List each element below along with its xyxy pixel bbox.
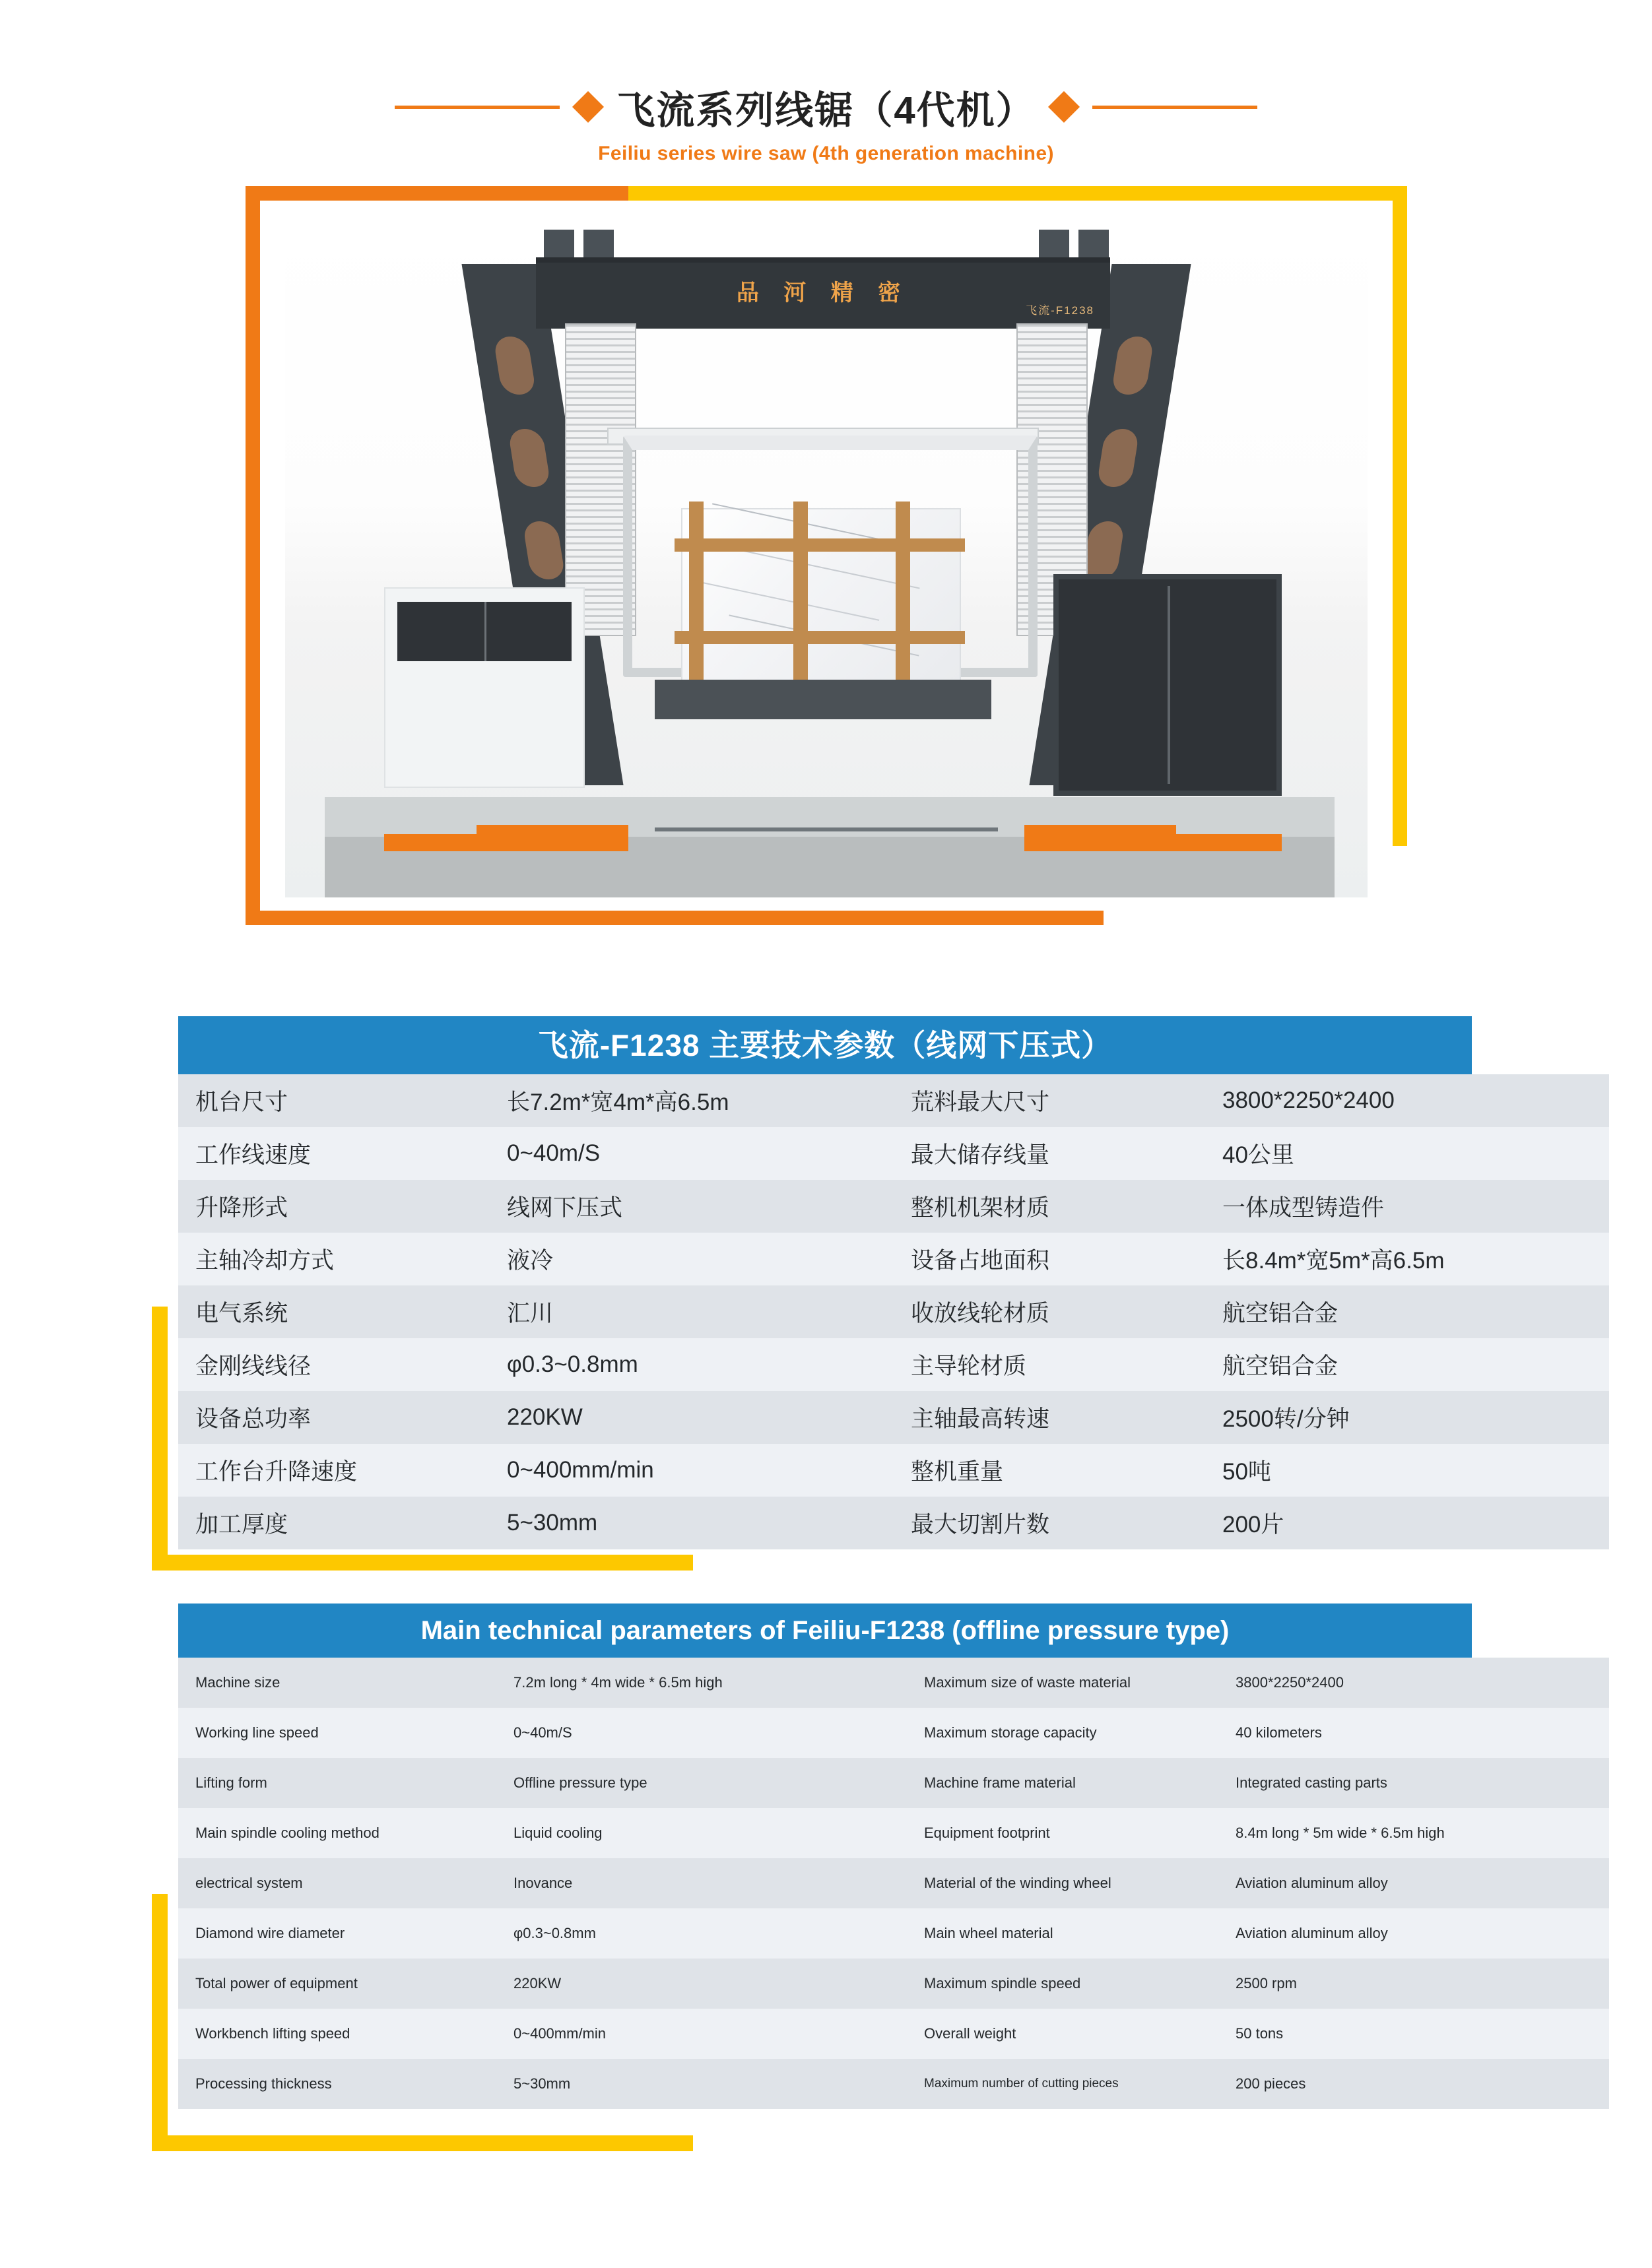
page-title-block	[0, 79, 1652, 165]
param-value: 线网下压式	[490, 1180, 894, 1233]
param-label: Maximum storage capacity	[907, 1708, 1218, 1758]
table-row	[178, 1959, 1609, 2009]
param-value: 3800*2250*2400	[1218, 1658, 1609, 1708]
parameters-table-cn	[178, 1074, 1609, 1549]
param-label: 设备占地面积	[894, 1233, 1205, 1285]
wood-batten	[689, 502, 704, 693]
table-row	[178, 1233, 1609, 1285]
param-label: Total power of equipment	[178, 1959, 496, 2009]
param-value: 长7.2m*宽4m*高6.5m	[490, 1074, 894, 1127]
param-value: 一体成型铸造件	[1205, 1180, 1609, 1233]
param-value: 200片	[1205, 1497, 1609, 1549]
machine-top-beam	[536, 257, 1110, 329]
accent-bar-yellow-bottom	[152, 1555, 693, 1571]
cabinet-door-divider	[1168, 586, 1170, 784]
parameters-table-cn-block	[178, 1016, 1472, 1549]
param-label: Maximum number of cutting pieces	[907, 2059, 1218, 2109]
table-row	[178, 1074, 1609, 1127]
param-label: 整机重量	[894, 1444, 1205, 1497]
param-value: 5~30mm	[496, 2059, 907, 2109]
param-label: 最大储存线量	[894, 1127, 1205, 1180]
param-value: φ0.3~0.8mm	[490, 1338, 894, 1391]
table-cn-title: 飞流-F1238 主要技术参数（线网下压式）	[178, 1016, 1472, 1074]
param-value: 0~400mm/min	[490, 1444, 894, 1497]
param-label: Material of the winding wheel	[907, 1858, 1218, 1908]
column-hole	[1111, 337, 1154, 395]
param-value: 汇川	[490, 1285, 894, 1338]
param-value: 0~400mm/min	[496, 2009, 907, 2059]
wood-batten	[675, 538, 965, 552]
param-label: 荒料最大尺寸	[894, 1074, 1205, 1127]
table-row	[178, 1858, 1609, 1908]
param-value: Aviation aluminum alloy	[1218, 1908, 1609, 1959]
table-row	[178, 1908, 1609, 1959]
table-row	[178, 1497, 1609, 1549]
param-value: Inovance	[496, 1858, 907, 1908]
wood-batten	[793, 502, 808, 693]
param-value: 航空铝合金	[1205, 1285, 1609, 1338]
table-row	[178, 1758, 1609, 1808]
param-value: 200 pieces	[1218, 2059, 1609, 2109]
param-label: 主导轮材质	[894, 1338, 1205, 1391]
param-label: Processing thickness	[178, 2059, 496, 2109]
param-label: 工作线速度	[178, 1127, 490, 1180]
column-hole	[1096, 429, 1140, 487]
param-label: Working line speed	[178, 1708, 496, 1758]
param-value: 50吨	[1205, 1444, 1609, 1497]
param-label: 设备总功率	[178, 1391, 490, 1444]
table-row	[178, 1338, 1609, 1391]
hero-image-block	[246, 186, 1407, 925]
table-row	[178, 2059, 1609, 2109]
title-rule-left	[395, 106, 560, 109]
param-value: 220KW	[496, 1959, 907, 2009]
column-hole	[508, 429, 551, 487]
table-row	[178, 1391, 1609, 1444]
param-value: 3800*2250*2400	[1205, 1074, 1609, 1127]
table-en-title: Main technical parameters of Feiliu-F1238 (offline pressure type)	[178, 1604, 1472, 1658]
table-row	[178, 1127, 1609, 1180]
table-row	[178, 1708, 1609, 1758]
param-label: Lifting form	[178, 1758, 496, 1808]
param-value: 40公里	[1205, 1127, 1609, 1180]
param-label: Main wheel material	[907, 1908, 1218, 1959]
param-label: 整机机架材质	[894, 1180, 1205, 1233]
param-label: Diamond wire diameter	[178, 1908, 496, 1959]
param-label: 升降形式	[178, 1180, 490, 1233]
param-label: 主轴冷却方式	[178, 1233, 490, 1285]
machine-brand-label: 品 河 精 密	[736, 280, 910, 306]
param-label: Equipment footprint	[907, 1808, 1218, 1858]
param-value: φ0.3~0.8mm	[496, 1908, 907, 1959]
table-row	[178, 1808, 1609, 1858]
wood-batten	[896, 502, 910, 693]
machine-base	[655, 680, 991, 719]
param-label: Workbench lifting speed	[178, 2009, 496, 2059]
param-value: 0~40m/S	[496, 1708, 907, 1758]
param-label: Maximum spindle speed	[907, 1959, 1218, 2009]
param-value: 0~40m/S	[490, 1127, 894, 1180]
param-value: 7.2m long * 4m wide * 6.5m high	[496, 1658, 907, 1708]
param-value: 航空铝合金	[1205, 1338, 1609, 1391]
column-hole	[522, 521, 566, 579]
page-subtitle: Feiliu series wire saw (4th generation machine)	[598, 143, 1054, 164]
param-value: 长8.4m*宽5m*高6.5m	[1205, 1233, 1609, 1285]
machine-model-label: 飞流-F1238	[1026, 304, 1094, 317]
param-value: Liquid cooling	[496, 1808, 907, 1858]
parameters-table-en	[178, 1658, 1609, 2109]
console-screen-divider	[484, 602, 486, 661]
param-label: 机台尺寸	[178, 1074, 490, 1127]
table-row	[178, 1658, 1609, 1708]
param-label: 收放线轮材质	[894, 1285, 1205, 1338]
cabinet-foot	[1064, 834, 1282, 851]
column-hole	[1082, 521, 1125, 579]
param-label: Main spindle cooling method	[178, 1808, 496, 1858]
title-row	[0, 79, 1652, 135]
param-label: 工作台升降速度	[178, 1444, 490, 1497]
electrical-cabinet	[1053, 574, 1282, 796]
accent-bar-yellow-left	[152, 1894, 168, 2151]
param-label: Machine frame material	[907, 1758, 1218, 1808]
param-label: Machine size	[178, 1658, 496, 1708]
accent-bar-yellow-left	[152, 1307, 168, 1571]
diamond-icon-left	[572, 91, 604, 123]
table-row	[178, 2009, 1609, 2059]
param-value: Offline pressure type	[496, 1758, 907, 1808]
param-value: 液冷	[490, 1233, 894, 1285]
param-value: 2500 rpm	[1218, 1959, 1609, 2009]
param-label: 电气系统	[178, 1285, 490, 1338]
table-row	[178, 1285, 1609, 1338]
wood-batten	[675, 631, 965, 644]
param-value: 50 tons	[1218, 2009, 1609, 2059]
column-hole	[493, 337, 537, 395]
param-value: 40 kilometers	[1218, 1708, 1609, 1758]
table-row	[178, 1444, 1609, 1497]
machine-photo	[285, 218, 1368, 897]
console-foot	[384, 834, 582, 851]
parameters-table-en-block	[178, 1604, 1472, 2109]
param-value: Integrated casting parts	[1218, 1758, 1609, 1808]
param-label: 金刚线线径	[178, 1338, 490, 1391]
page-title: 飞流系列线锯（4代机）	[616, 89, 1036, 132]
param-label: electrical system	[178, 1858, 496, 1908]
control-console	[384, 587, 585, 788]
param-label: 最大切割片数	[894, 1497, 1205, 1549]
title-rule-right	[1092, 106, 1257, 109]
param-label: 主轴最高转速	[894, 1391, 1205, 1444]
diamond-icon-right	[1048, 91, 1080, 123]
param-value: 220KW	[490, 1391, 894, 1444]
floor-rail	[655, 827, 998, 831]
table-row	[178, 1180, 1609, 1233]
param-label: Overall weight	[907, 2009, 1218, 2059]
param-label: Maximum size of waste material	[907, 1658, 1218, 1708]
param-label: 加工厚度	[178, 1497, 490, 1549]
param-value: Aviation aluminum alloy	[1218, 1858, 1609, 1908]
param-value: 5~30mm	[490, 1497, 894, 1549]
accent-bar-yellow-bottom	[152, 2135, 693, 2151]
param-value: 2500转/分钟	[1205, 1391, 1609, 1444]
param-value: 8.4m long * 5m wide * 6.5m high	[1218, 1808, 1609, 1858]
stone-slab	[681, 508, 961, 682]
